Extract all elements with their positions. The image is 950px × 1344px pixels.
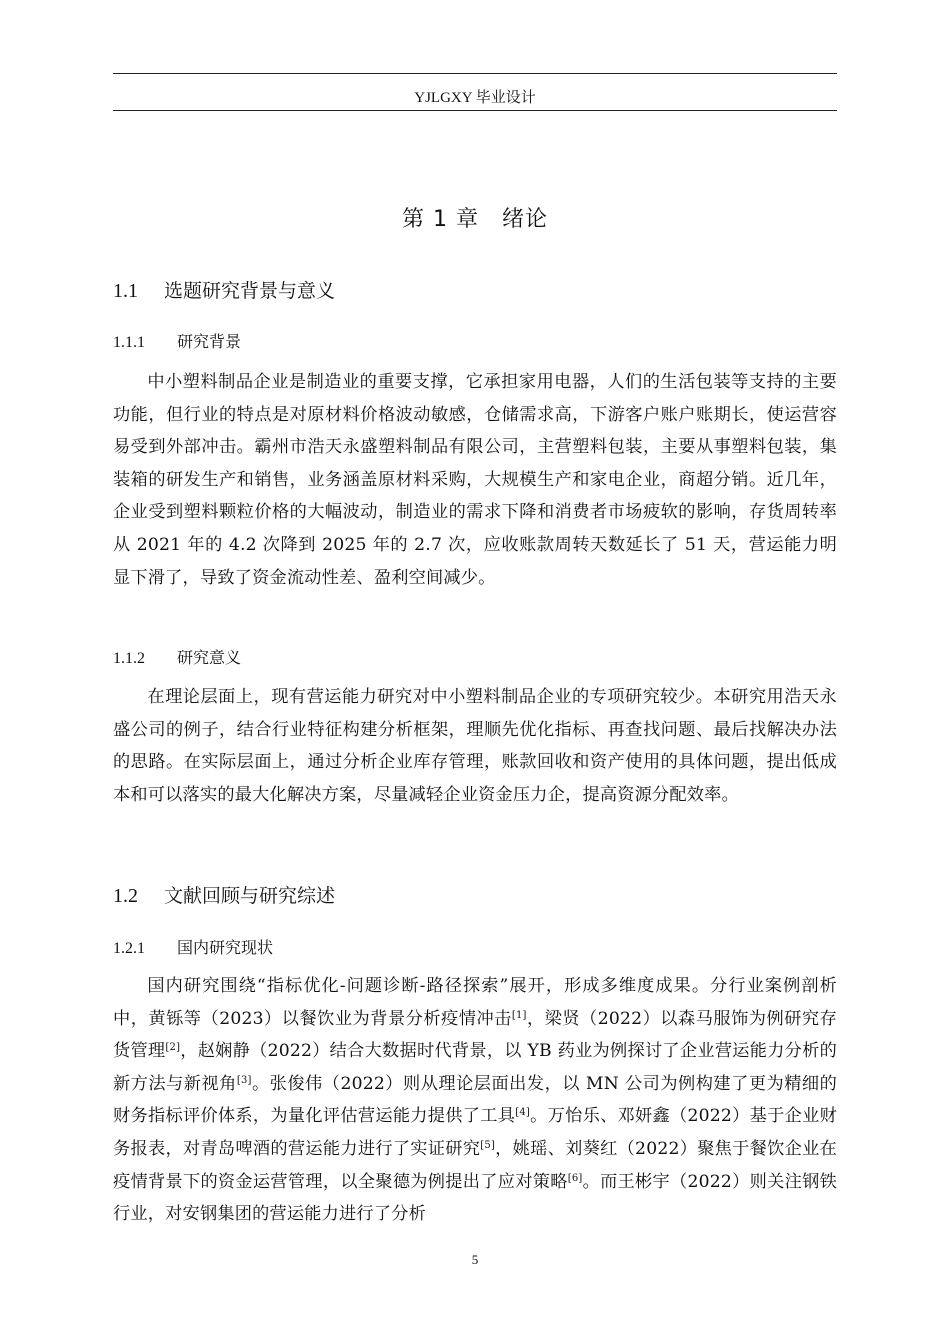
chapter-title: 第 1 章 绪论 <box>402 207 548 232</box>
subsection-heading-1-2-1 <box>113 935 273 958</box>
paragraph-text: ，姚瑶、刘葵红（2022）聚焦于餐饮企业在疫情背景下的资金运营管理，以全聚德为例提出了应对策略 <box>113 1138 838 1192</box>
subsection-number: 1.1.1 <box>113 334 145 351</box>
paragraph-text: 。万怡乐、邓妍鑫（2022）基于企业财务报表，对青岛啤酒的营运能力进行了实证研究 <box>113 1106 837 1159</box>
subsection-title: 研究意义 <box>177 648 242 667</box>
running-header: YJLGXY 毕业设计 <box>414 90 536 106</box>
subsection-heading-1-1-2 <box>113 645 241 668</box>
paragraph-text: 。张俊伟（2022）则从理论层面出发，以 MN 公司为例构建了更为精细的财务指标评价体系，为量化评估营运能力提供了工具 <box>113 1073 837 1127</box>
section-number: 1.2 <box>113 885 138 907</box>
paragraph-text: 。而王彬宇（2022）则关注钢铁行业，对安钢集团的营运能力进行了分析 <box>113 1171 837 1225</box>
header-bottom-rule <box>113 110 837 111</box>
citation-ref[interactable]: [6] <box>567 1172 583 1184</box>
paragraph-text: ，赵娴静（2022）结合大数据时代背景，以 YB 药业为例探讨了企业营运能力分析的新方法与新视角 <box>113 1041 837 1094</box>
paragraph-research-background: 中小塑料制品企业是制造业的重要支撑，它承担家用电器，人们的生活包装等支持的主要功能，但行业的特点是对原材料价格波动敏感，仓储需求高，下游客户账户账期长，使运营容易受到外部冲击。霸州市浩天永盛塑料制品有限公司，主营塑料包装，主要从事塑料包装，集装箱的研发生产和销售，业务涵盖原材料采购，大规模生产和家电企业，商超分销。近几年，企业受到塑料颗粒价格的大幅波动，制造业的需求下降和消费者市场疲软的影响，存货周转率从 2021 年的 4.2 次降到 2025 年的 2.7 次，应收账款周转天数延长了 51 天，营运能力明显下滑了，导致了资金流动性差、盈利空间减少。 <box>113 372 837 588</box>
citation-ref[interactable]: [4] <box>515 1107 531 1119</box>
section-heading-1-2 <box>113 881 335 908</box>
citation-ref[interactable]: [3] <box>236 1074 252 1086</box>
subsection-number: 1.1.2 <box>113 650 145 667</box>
paragraph-research-significance: 在理论层面上，现有营运能力研究对中小塑料制品企业的专项研究较少。本研究用浩天永盛公司的例子，结合行业特征构建分析框架，理顺先优化指标、再查找问题、最后找解决办法的思路。在实际层面上，通过分析企业库存管理，账款回收和资产使用的具体问题，提出低成本和可以落实的最大化解决方案，尽量减轻企业资金压力企，提高资源分配效率。 <box>113 687 837 805</box>
paragraph-text: ，梁贤（2022）以森马服饰为例研究存货管理 <box>113 1008 838 1062</box>
subsection-title: 研究背景 <box>177 332 242 351</box>
citation-ref[interactable]: [1] <box>511 1009 527 1021</box>
section-heading-1-1 <box>113 276 335 303</box>
subsection-number: 1.2.1 <box>113 940 145 957</box>
section-number: 1.1 <box>113 280 138 302</box>
section-title: 选题研究背景与意义 <box>164 280 336 302</box>
section-title: 文献回顾与研究综述 <box>164 885 336 907</box>
paragraph-domestic-research <box>113 970 837 1231</box>
subsection-title: 国内研究现状 <box>177 938 274 957</box>
citation-ref[interactable]: [2] <box>165 1042 181 1054</box>
header-top-rule <box>113 73 837 74</box>
citation-ref[interactable]: [5] <box>480 1139 496 1151</box>
subsection-heading-1-1-1 <box>113 329 241 352</box>
page-number: 5 <box>471 1252 479 1267</box>
paragraph-text: 国内研究围绕“指标优化-问题诊断-路径探索”展开，形成多维度成果。分行业案例剖析中，黄铄等（2023）以餐饮业为背景分析疫情冲击 <box>113 976 837 1029</box>
